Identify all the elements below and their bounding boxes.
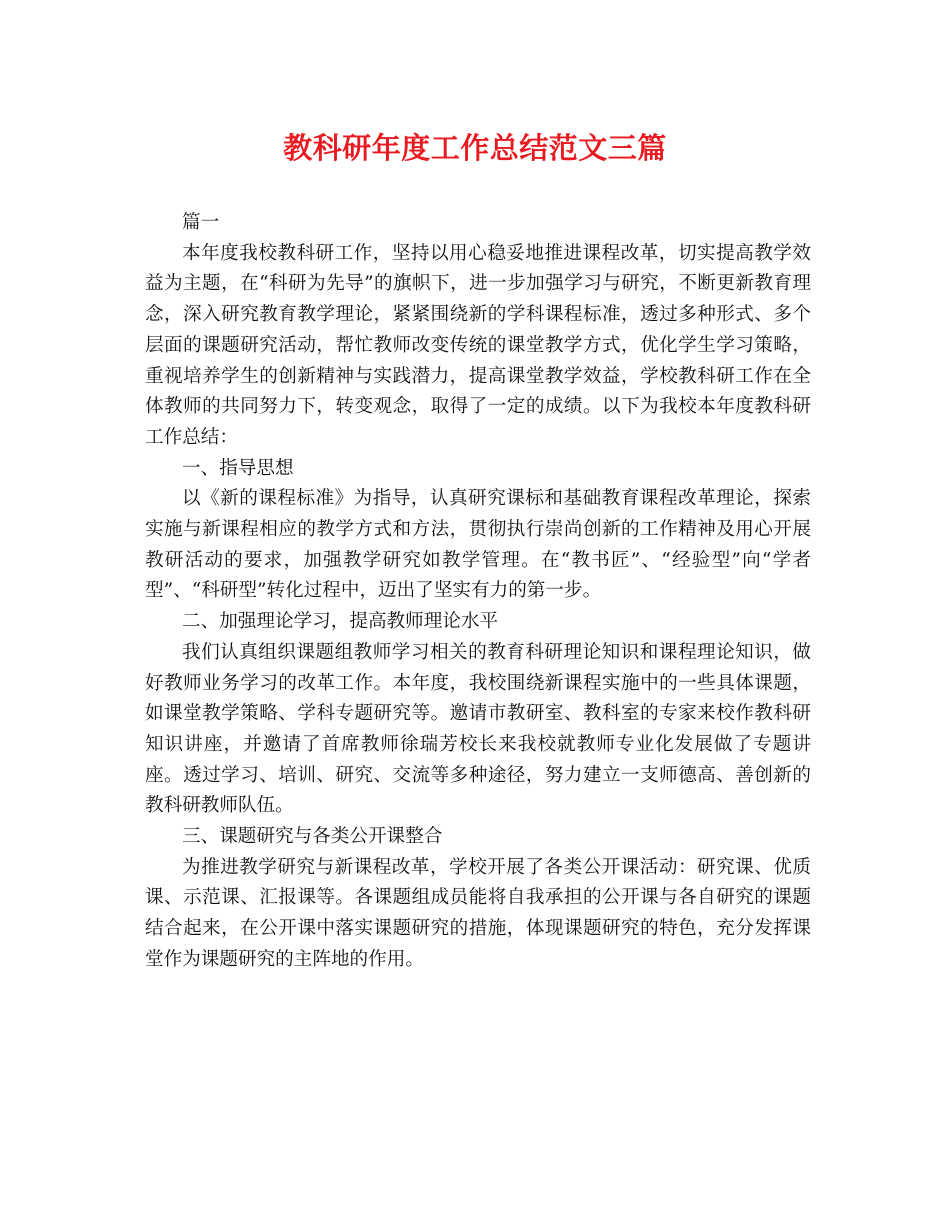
intro-paragraph: 本年度我校教科研工作，坚持以用心稳妥地推进课程改革，切实提高教学效益为主题，在“科研为先导”的旗帜下，进一步加强学习与研究，不断更新教育理念，深入研究教育教学理论，紧紧围绕新的学科课程标准，透过多种形式、多个层面的课题研究活动，帮忙教师改变传统的课堂教学方式，优化学生学习策略，重视培养学生的创新精神与实践潜力，提高课堂教学效益，学校教科研工作在全体教师的共同努力下，转变观念，取得了一定的成绩。以下为我校本年度教科研工作总结： (145, 242, 811, 448)
research-integration-paragraph: 为推进教学研究与新课程改革，学校开展了各类公开课活动：研究课、优质课、示范课、汇报课等。各课题组成员能将自我承担的公开课与各自研究的课题结合起来，在公开课中落实课题研究的措施，体现课题研究的特色，充分发挥课堂作为课题研究的主阵地的作用。 (145, 856, 811, 970)
document-body (145, 208, 811, 976)
section-heading-theory-study: 二、加强理论学习，提高教师理论水平 (182, 611, 499, 633)
section-label-part-one: 篇一 (182, 212, 220, 233)
section-heading-guiding-ideology: 一、指导思想 (182, 457, 294, 479)
page-title: 教科研年度工作总结范文三篇 (283, 131, 667, 165)
theory-study-paragraph: 我们认真组织课题组教师学习相关的教育科研理论知识和课程理论知识，做好教师业务学习的改革工作。本年度，我校围绕新课程实施中的一些具体课题，如课堂教学策略、学科专题研究等。邀请市教研室、教科室的专家来校作教科研知识讲座，并邀请了首席教师徐瑞芳校长来我校就教师专业化发展做了专题讲座。透过学习、培训、研究、交流等多种途径，努力建立一支师德高、善创新的教科研教师队伍。 (145, 641, 811, 817)
section-heading-research-integration: 三、课题研究与各类公开课整合 (182, 826, 443, 848)
guiding-ideology-paragraph: 以《新的课程标准》为指导，认真研究课标和基础教育课程改革理论，探索实施与新课程相应的教学方式和方法，贯彻执行崇尚创新的工作精神及用心开展教研活动的要求，加强教学研究如教学管理。在“教书匠”、“经验型”向“学者型”、“科研型”转化过程中，迈出了坚实有力的第一步。 (145, 488, 811, 602)
